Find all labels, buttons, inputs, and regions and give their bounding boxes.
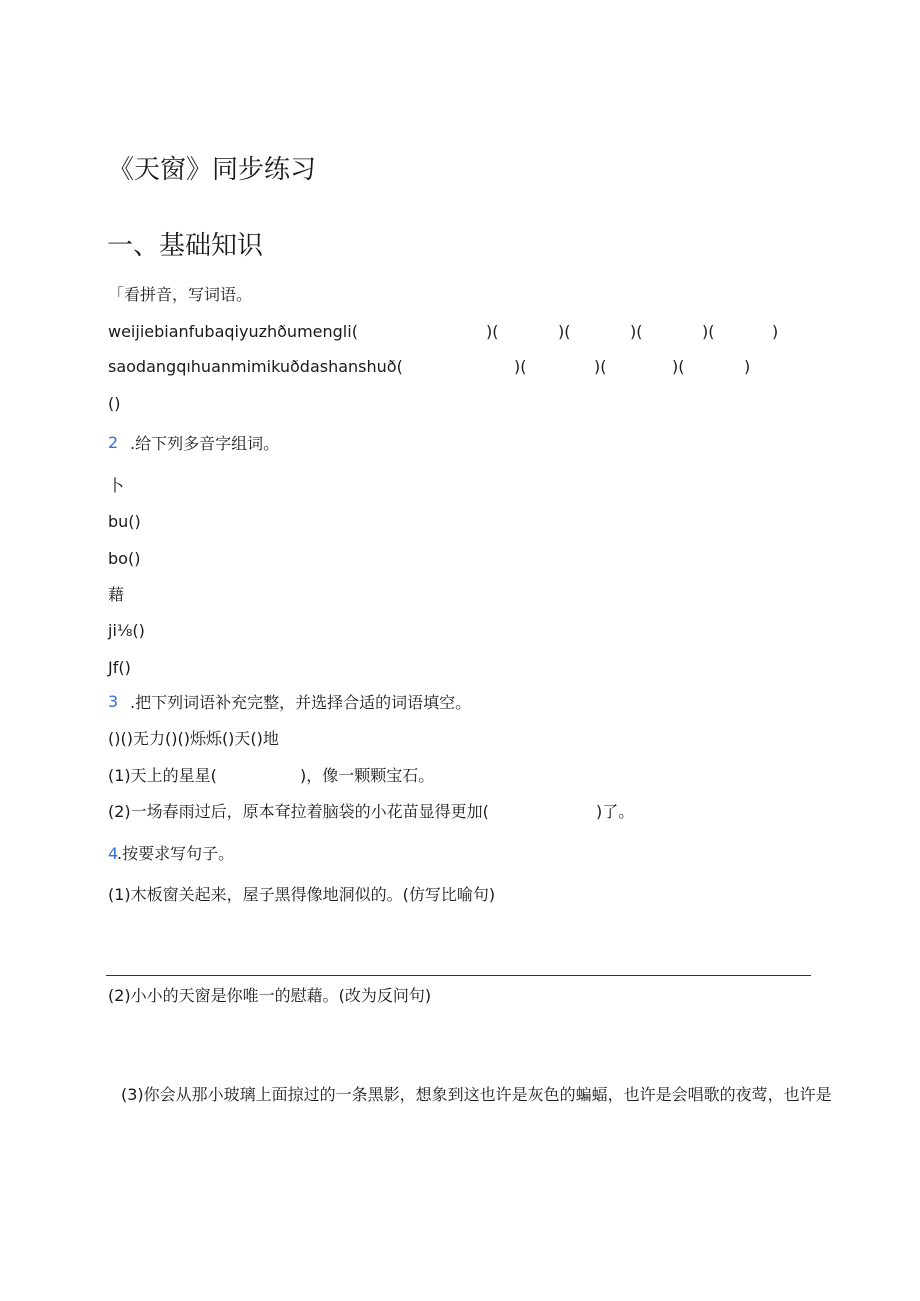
q1-row1-blank-2: )( — [558, 322, 571, 341]
q1-instruction: 「看拼音，写词语。 — [108, 285, 253, 304]
q3-sentence-1a: (1)天上的星星( — [108, 766, 217, 785]
q4-sentence-3: (3)你会从那小玻璃上面掠过的一条黑影，想象到这也许是灰色的蝙蝠，也许是会唱歌的夜莺，也许是 — [121, 1085, 832, 1104]
q1-row2-blank-2: )( — [594, 357, 607, 376]
q1-row1-blank-1: )( — [486, 322, 499, 341]
q4-sentence-2: (2)小小的天窗是你唯一的慰藉。(改为反问句) — [108, 986, 432, 1005]
q2-char-2: 藉 — [108, 585, 125, 604]
q4-number: 4 — [108, 844, 119, 863]
q3-words: ()()无力()()烁烁()天()地 — [108, 729, 279, 748]
q4-instruction: .按要求写句子。 — [117, 844, 235, 863]
q1-row1-blank-4: )( — [702, 322, 715, 341]
page-title: 《天窗》同步练习 — [108, 155, 317, 185]
q3-sentence-1b: )，像一颗颗宝石。 — [300, 766, 435, 785]
q1-row2-blank-4: ) — [744, 357, 751, 376]
q2-item-1: bu() — [108, 512, 141, 531]
q1-row2-pinyin: saodangqıhuanmimikuðdashanshuð( — [108, 357, 403, 376]
q3-number: 3 — [108, 692, 119, 711]
q1-row1-blank-5: ) — [772, 322, 779, 341]
q2-item-2: bo() — [108, 549, 141, 568]
q2-instruction: .给下列多音字组词。 — [130, 434, 280, 453]
q2-number: 2 — [108, 433, 119, 452]
answer-line — [106, 975, 811, 976]
q2-item-3: ji⅛() — [108, 621, 145, 640]
q3-sentence-2a: (2)一场春雨过后，原本耷拉着脑袋的小花苗显得更加( — [108, 802, 489, 821]
q2-item-4: Jf() — [108, 658, 131, 677]
q3-sentence-2b: )了。 — [596, 802, 635, 821]
q4-sentence-1: (1)木板窗关起来，屋子黑得像地洞似的。(仿写比喻句) — [108, 885, 496, 904]
q2-char-1: 卜 — [108, 476, 125, 495]
q1-row1-pinyin: weijiebianfubaqiyuzhðumengli( — [108, 322, 358, 341]
q1-row1-blank-3: )( — [630, 322, 643, 341]
q3-instruction: .把下列词语补充完整，并选择合适的词语填空。 — [130, 693, 472, 712]
section-heading-basics: 一、基础知识 — [107, 231, 264, 261]
q1-row2-blank-1: )( — [514, 357, 527, 376]
q1-row3: () — [108, 394, 121, 413]
q1-row2-blank-3: )( — [672, 357, 685, 376]
